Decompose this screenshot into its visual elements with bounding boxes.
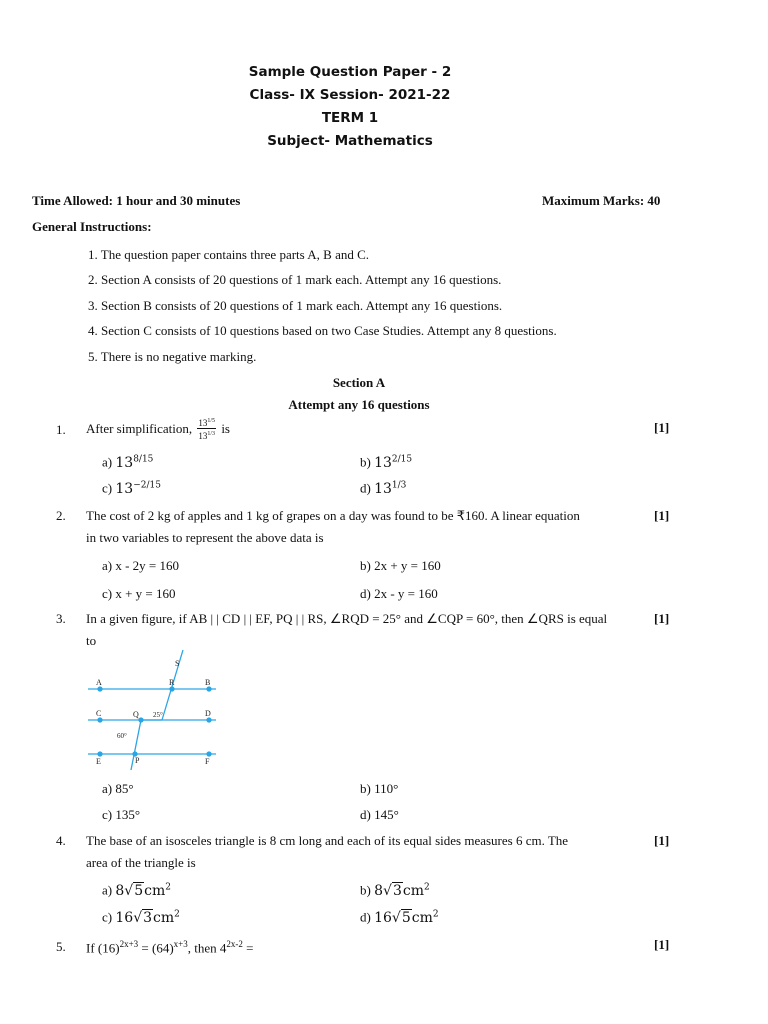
q5-exp: x+3 xyxy=(173,939,188,949)
option-c: c) 135° xyxy=(102,807,141,822)
option-d: d) $16√5cm^2$ xyxy=(360,909,439,926)
option-pow: 2 xyxy=(423,882,430,892)
mark-badge: [1] xyxy=(654,420,670,435)
point-f xyxy=(207,752,211,756)
section-subtitle: Attempt any 16 questions xyxy=(288,397,430,412)
instruction-item: 5. There is no negative marking. xyxy=(88,349,257,364)
question-3-line2: to xyxy=(86,633,97,648)
mark-badge: [1] xyxy=(654,833,670,848)
option-b: b) 2x + y = 160 xyxy=(360,558,441,573)
q5-part: = xyxy=(242,940,254,956)
option-b: b) $8√3cm^2$ xyxy=(360,882,430,899)
question-4-line2: area of the triangle is xyxy=(86,855,196,870)
option-label: a) xyxy=(102,882,113,898)
option-coef: 8 xyxy=(374,882,384,899)
question-number: 5. xyxy=(56,939,66,954)
option-b: b) 110° xyxy=(360,781,399,796)
option-label: b) xyxy=(360,882,371,898)
option-radicand: 3 xyxy=(143,909,153,926)
option-b xyxy=(360,454,412,471)
option-pow: 2 xyxy=(174,909,180,919)
option-unit: cm xyxy=(144,882,166,899)
label-c: C xyxy=(96,709,102,718)
angle-25: 25° xyxy=(153,711,163,719)
option-label: d) xyxy=(360,909,371,925)
option-radicand: 5 xyxy=(134,882,144,899)
instruction-item: 1. The question paper contains three parts A, B and C. xyxy=(88,247,370,262)
option-radicand: 5 xyxy=(401,909,411,926)
label-p: P xyxy=(135,756,140,765)
question-4-line1: The base of an isosceles triangle is 8 cm long and each of its equal sides measures 6 cm. The xyxy=(86,833,569,848)
question-3-line1: In a given figure, if AB | | CD | | EF, PQ | | RS, ∠RQD = 25° and ∠CQP = 60°, then ∠QRS is equal xyxy=(86,611,608,626)
class-session: Class- IX Session- 2021-22 xyxy=(249,87,451,103)
option-c: c) x + y = 160 xyxy=(102,586,176,601)
point-b xyxy=(207,687,211,691)
label-r: R xyxy=(169,678,175,687)
option-d: d) 145° xyxy=(360,807,399,822)
option-label: b) xyxy=(360,454,371,470)
option-exp: −2/15 xyxy=(133,480,161,490)
label-d: D xyxy=(205,709,211,718)
instruction-item: 2. Section A consists of 20 questions of 1 mark each. Attempt any 16 questions. xyxy=(88,272,502,287)
option-coef: 8 xyxy=(115,882,125,899)
question-2-line1: The cost of 2 kg of apples and 1 kg of grapes on a day was found to be ₹160. A linear equation xyxy=(86,508,580,523)
question-1-text xyxy=(86,416,230,441)
question-2-line2: in two variables to represent the above data is xyxy=(86,530,324,545)
option-base: 13 xyxy=(374,480,392,497)
q1-fraction xyxy=(197,416,216,441)
frac-den-base: 13 xyxy=(198,431,208,441)
option-coef: 16 xyxy=(115,909,134,926)
maximum-marks: Maximum Marks: 40 xyxy=(542,193,661,208)
question-number: 3. xyxy=(56,611,66,626)
instruction-item: 3. Section B consists of 20 questions of 1 mark each. Attempt any 16 questions. xyxy=(88,298,503,313)
option-exp: 1/3 xyxy=(391,480,407,490)
option-c xyxy=(102,480,161,497)
frac-den-exp: 1/3 xyxy=(207,431,216,437)
option-c: c) $16√3cm^2$ xyxy=(102,909,180,926)
option-coef: 16 xyxy=(374,909,392,926)
time-allowed: Time Allowed: 1 hour and 30 minutes xyxy=(32,193,241,208)
option-label: c) xyxy=(102,480,113,496)
subject: Subject- Mathematics xyxy=(267,133,433,149)
paper-title: Sample Question Paper - 2 xyxy=(248,64,452,80)
point-e xyxy=(98,752,102,756)
option-d: d) 2x - y = 160 xyxy=(360,586,438,601)
q5-part: = (64) xyxy=(138,940,174,956)
point-c xyxy=(98,718,102,722)
option-base: 13 xyxy=(374,454,392,471)
label-q: Q xyxy=(133,710,139,719)
mark-badge: [1] xyxy=(654,611,670,626)
option-base: 13 xyxy=(115,454,134,471)
point-q xyxy=(139,718,143,722)
option-pow: 2 xyxy=(432,909,439,919)
label-e: E xyxy=(96,757,101,766)
q5-part: , then 4 xyxy=(187,940,227,956)
frac-num-exp: 1/5 xyxy=(207,418,216,424)
parallel-lines-figure xyxy=(86,650,226,772)
q5-exp: 2x-2 xyxy=(226,939,243,949)
option-a: a) 85° xyxy=(102,781,134,796)
option-label: c) xyxy=(102,909,113,925)
q5-part: If (16) xyxy=(86,940,120,956)
option-exp: 2/15 xyxy=(391,454,413,464)
option-d xyxy=(360,480,406,497)
mark-badge: [1] xyxy=(654,937,670,952)
option-unit: cm xyxy=(402,882,424,899)
option-unit: cm xyxy=(153,909,175,926)
option-a xyxy=(102,454,153,471)
q5-exp: 2x+3 xyxy=(119,939,139,949)
option-exp: 8/15 xyxy=(133,454,154,464)
option-pow: 2 xyxy=(165,882,171,892)
question-5-text xyxy=(86,939,253,956)
q1-tail: is xyxy=(221,420,230,436)
instruction-item: 4. Section C consists of 10 questions based on two Case Studies. Attempt any 8 questions. xyxy=(88,323,557,338)
point-r xyxy=(170,687,174,691)
term: TERM 1 xyxy=(321,110,379,126)
option-label: d) xyxy=(360,480,371,496)
question-number: 4. xyxy=(56,833,66,848)
option-a: a) $8√5cm^2$ xyxy=(102,882,171,899)
option-a: a) x - 2y = 160 xyxy=(102,558,180,573)
angle-60: 60° xyxy=(117,732,127,740)
frac-num-base: 13 xyxy=(198,418,208,428)
mark-badge: [1] xyxy=(654,508,670,523)
question-number: 1. xyxy=(56,422,66,437)
instructions-title: General Instructions: xyxy=(32,219,152,234)
label-f: F xyxy=(205,757,210,766)
option-radicand: 3 xyxy=(392,882,402,899)
label-s: S xyxy=(175,659,180,668)
option-base: 13 xyxy=(115,480,134,497)
label-b: B xyxy=(205,678,211,687)
option-unit: cm xyxy=(411,909,433,926)
point-a xyxy=(98,687,102,691)
label-a: A xyxy=(96,678,102,687)
option-label: a) xyxy=(102,454,113,470)
point-d xyxy=(207,718,211,722)
section-title: Section A xyxy=(332,375,386,390)
question-number: 2. xyxy=(56,508,66,523)
q1-lead: After simplification, xyxy=(86,420,193,436)
